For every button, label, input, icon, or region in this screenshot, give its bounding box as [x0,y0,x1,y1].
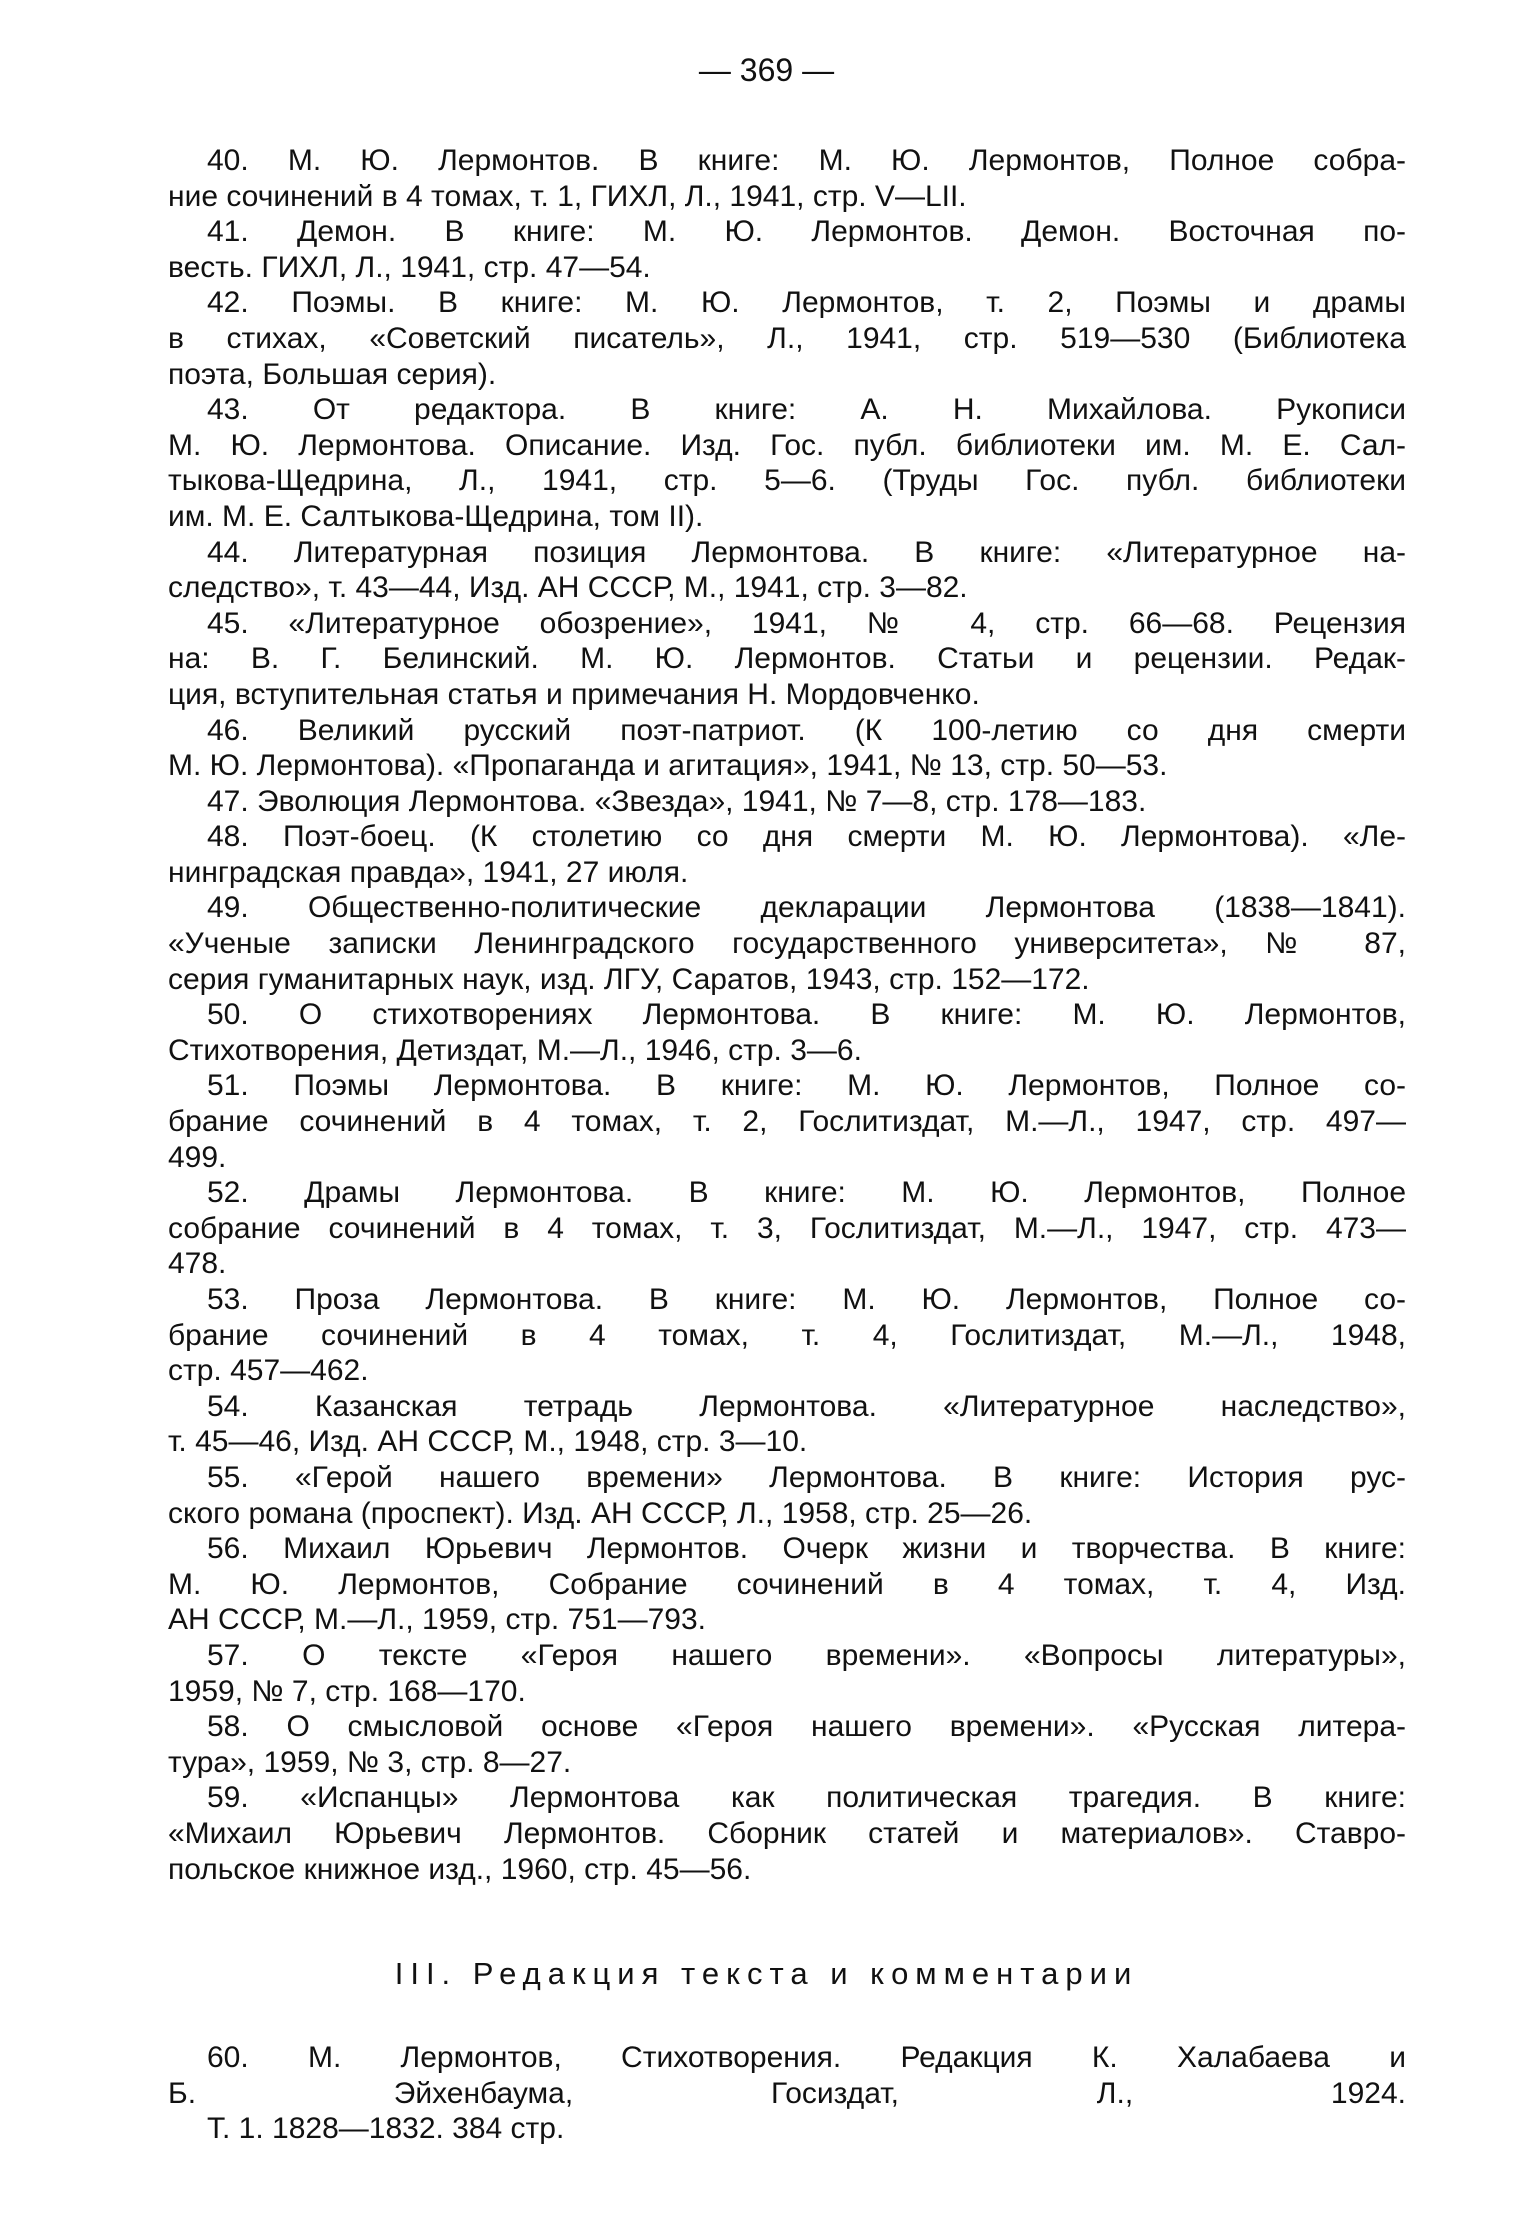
entry-line: поэта, Большая серия). [168,357,497,391]
bibliography-entry [168,1175,1406,1282]
entry-line: 47. Эволюция Лермонтова. «Звезда», 1941, № 7—8, стр. 178—183. [207,784,1147,818]
bibliography-entry [168,143,1406,214]
page-number: — 369 — [698,52,835,88]
bibliography-entry [168,997,1406,1068]
entry-line: 60. М. Лермонтов, Стихотворения. Редакция К. Халабаева и [207,2041,1406,2074]
entry-line: собрание сочинений в 4 томах, т. 3, Гослитиздат, М.—Л., 1947, стр. 473— [168,1211,1406,1245]
entry-line: ние сочинений в 4 томах, т. 1, ГИХЛ, Л., 1941, стр. V—LII. [168,179,967,213]
entry-line: брание сочинений в 4 томах, т. 2, Гослитиздат, М.—Л., 1947, стр. 497— [168,1105,1406,1139]
entry-line: 43. От редактора. В книге: А. Н. Михайлова. Рукописи [207,393,1406,427]
entry-line: Б. Эйхенбаума, Госиздат, Л., 1924. [168,2076,1406,2110]
entry-line: 499. [168,1140,227,1174]
entry-line: 52. Драмы Лермонтова. В книге: М. Ю. Лермонтов, Полное [207,1176,1406,1210]
bibliography-entry [168,214,1406,285]
entry-line: тура», 1959, № 3, стр. 8—27. [168,1745,572,1779]
entry-line: ского романа (проспект). Изд. АН СССР, Л., 1958, стр. 25—26. [168,1496,1033,1530]
entry-line: 49. Общественно-политические декларации Лермонтова (1838—1841). [207,891,1406,925]
bibliography-entry [168,1638,1406,1709]
bibliography-entry [168,535,1406,606]
entry-line: 56. Михаил Юрьевич Лермонтов. Очерк жизни и творчества. В книге: [207,1532,1406,1566]
entry-line: «Михаил Юрьевич Лермонтов. Сборник статей и материалов». Ставро- [168,1816,1406,1850]
entry-line: 58. О смысловой основе «Героя нашего времени». «Русская литера- [207,1710,1406,1744]
entry-line: тыкова-Щедрина, Л., 1941, стр. 5—6. (Труды Гос. публ. библиотеки [168,464,1406,498]
entry-line: 1959, № 7, стр. 168—170. [168,1674,526,1708]
bibliography-entry [168,1531,1406,1638]
bibliography-list [168,143,1406,1887]
bibliography-entry [168,819,1406,890]
entry-line: «Ученые записки Ленинградского государственного университета», № 87, [168,927,1406,961]
entry-line: 46. Великий русский поэт-патриот. (К 100-летию со дня смерти [207,713,1406,747]
entry-line: брание сочинений в 4 томах, т. 4, Гослитиздат, М.—Л., 1948, [168,1318,1406,1352]
entry-line: им. М. Е. Салтыкова-Щедрина, том II). [168,499,704,533]
bibliography-entry [168,285,1406,392]
entry-line: 59. «Испанцы» Лермонтова как политическая трагедия. В книге: [207,1781,1406,1815]
entry-line: 478. [168,1247,227,1281]
entry-line: 50. О стихотворениях Лермонтова. В книге: М. Ю. Лермонтов, [207,998,1406,1032]
entry-line: 42. Поэмы. В книге: М. Ю. Лермонтов, т. 2, Поэмы и драмы [207,286,1406,320]
bibliography-entry [168,1780,1406,1887]
entry-line: Стихотворения, Детиздат, М.—Л., 1946, стр. 3—6. [168,1033,862,1067]
bibliography-entry [168,1068,1406,1175]
entry-line: 53. Проза Лермонтова. В книге: М. Ю. Лермонтов, Полное со- [207,1283,1406,1316]
entry-line: нинградская правда», 1941, 27 июля. [168,855,689,889]
entry-line: весть. ГИХЛ, Л., 1941, стр. 47—54. [168,250,651,284]
entry-line: 54. Казанская тетрадь Лермонтова. «Литературное наследство», [207,1389,1406,1423]
entry-line: стр. 457—462. [168,1354,369,1388]
bibliography-entry [168,1282,1406,1389]
bibliography-entry [168,890,1406,997]
entry-line: на: В. Г. Белинский. М. Ю. Лермонтов. Статьи и рецензии. Редак- [168,642,1406,676]
bibliography-entry [168,713,1406,784]
bibliography-entry [168,606,1406,713]
entry-line: в стихах, «Советский писатель», Л., 1941, стр. 519—530 (Библиотека [168,321,1406,355]
entry-line: серия гуманитарных наук, изд. ЛГУ, Саратов, 1943, стр. 152—172. [168,962,1090,996]
entry-line: М. Ю. Лермонтова. Описание. Изд. Гос. публ. библиотеки им. М. Е. Сал- [168,428,1406,462]
entry-line: 45. «Литературное обозрение», 1941, № 4, стр. 66—68. Рецензия [207,606,1406,640]
entry-line: 41. Демон. В книге: М. Ю. Лермонтов. Демон. Восточная по- [207,215,1406,249]
entry-line: 40. М. Ю. Лермонтов. В книге: М. Ю. Лермонтов, Полное собра- [207,144,1406,177]
section-heading: III. Редакция текста и комментарии [394,1956,1139,1991]
entry-line: 57. О тексте «Героя нашего времени». «Вопросы литературы», [207,1638,1406,1672]
entry-line: 51. Поэмы Лермонтова. В книге: М. Ю. Лермонтов, Полное со- [207,1069,1406,1103]
entry-line: следство», т. 43—44, Изд. АН СССР, М., 1941, стр. 3—82. [168,571,968,605]
section-bibliography-list [168,2040,1406,2147]
entry-line: польское книжное изд., 1960, стр. 45—56. [168,1852,752,1886]
bibliography-entry [168,1460,1406,1531]
bibliography-entry [168,392,1406,534]
entry-line: Т. 1. 1828—1832. 384 стр. [207,2112,565,2146]
bibliography-entry [168,2040,1406,2147]
entry-line: М. Ю. Лермонтов, Собрание сочинений в 4 томах, т. 4, Изд. [168,1567,1406,1601]
entry-line: ция, вступительная статья и примечания Н. Мордовченко. [168,677,980,711]
entry-line: 55. «Герой нашего времени» Лермонтова. В книге: История рус- [207,1460,1406,1494]
bibliography-entry [168,1389,1406,1460]
entry-line: АН СССР, М.—Л., 1959, стр. 751—793. [168,1603,706,1637]
entry-line: 44. Литературная позиция Лермонтова. В книге: «Литературное на- [207,535,1406,569]
entry-line: т. 45—46, Изд. АН СССР, М., 1948, стр. 3—10. [168,1425,808,1459]
entry-line: М. Ю. Лермонтова). «Пропаганда и агитация», 1941, № 13, стр. 50—53. [168,749,1168,783]
bibliography-entry [168,784,1406,820]
entry-line: 48. Поэт-боец. (К столетию со дня смерти М. Ю. Лермонтова). «Ле- [207,820,1406,854]
bibliography-entry [168,1709,1406,1780]
